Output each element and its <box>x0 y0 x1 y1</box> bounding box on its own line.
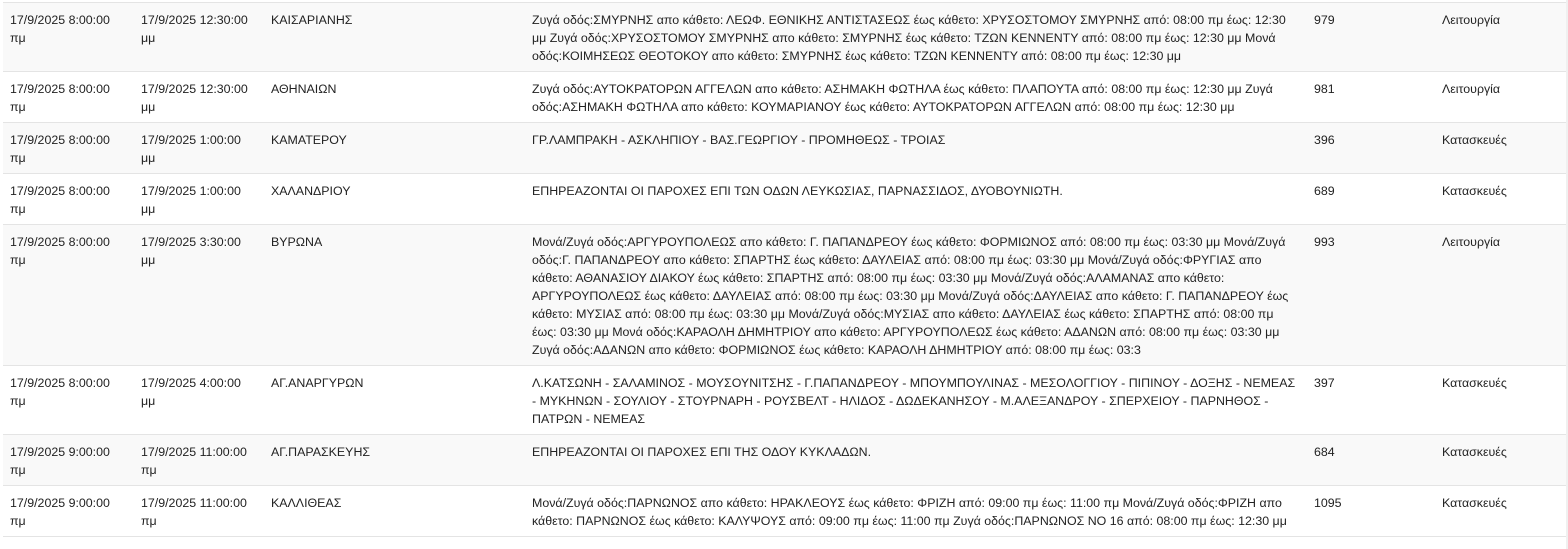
reason-cell: Κατασκευές <box>1435 486 1566 537</box>
number-cell: 993 <box>1304 225 1435 366</box>
start-time-cell: 17/9/2025 8:00:00 πμ <box>3 225 134 366</box>
reason-cell: Λειτουργία <box>1435 3 1566 72</box>
affected-areas-cell: ΓΡ.ΛΑΜΠΡΑΚΗ - ΑΣΚΛΗΠΙΟΥ - ΒΑΣ.ΓΕΩΡΓΙΟΥ - ΠΡΟΜΗΘΕΩΣ - ΤΡΟΙΑΣ <box>525 123 1304 174</box>
end-time-cell: 17/9/2025 12:30:00 μμ <box>134 3 264 72</box>
table-row <box>3 72 1566 123</box>
end-time-cell: 17/9/2025 1:00:00 μμ <box>134 123 264 174</box>
municipality-cell: ΧΑΛΑΝΔΡΙΟΥ <box>264 174 525 225</box>
table-row <box>3 486 1566 537</box>
reason-cell: Κατασκευές <box>1435 366 1566 435</box>
number-cell: 396 <box>1304 123 1435 174</box>
municipality-cell: ΚΑΛΛΙΘΕΑΣ <box>264 486 525 537</box>
municipality-cell: ΑΘΗΝΑΙΩΝ <box>264 72 525 123</box>
municipality-cell: ΒΥΡΩΝΑ <box>264 225 525 366</box>
end-time-cell: 17/9/2025 3:30:00 μμ <box>134 225 264 366</box>
outage-table <box>3 2 1566 537</box>
end-time-cell: 17/9/2025 12:30:00 μμ <box>134 72 264 123</box>
number-cell: 979 <box>1304 3 1435 72</box>
municipality-cell: ΚΑΜΑΤΕΡΟΥ <box>264 123 525 174</box>
table-row <box>3 366 1566 435</box>
end-time-cell: 17/9/2025 4:00:00 μμ <box>134 366 264 435</box>
table-row <box>3 225 1566 366</box>
number-cell: 689 <box>1304 174 1435 225</box>
end-time-cell: 17/9/2025 11:00:00 πμ <box>134 486 264 537</box>
reason-cell: Κατασκευές <box>1435 435 1566 486</box>
start-time-cell: 17/9/2025 8:00:00 πμ <box>3 366 134 435</box>
affected-areas-cell: ΕΠΗΡΕΑΖΟΝΤΑΙ ΟΙ ΠΑΡΟΧΕΣ ΕΠΙ ΤΩΝ ΟΔΩΝ ΛΕΥΚΩΣΙΑΣ, ΠΑΡΝΑΣΣΙΔΟΣ, ΔΥΟΒΟΥΝΙΩΤΗ. <box>525 174 1304 225</box>
table-row <box>3 174 1566 225</box>
end-time-cell: 17/9/2025 11:00:00 πμ <box>134 435 264 486</box>
start-time-cell: 17/9/2025 9:00:00 πμ <box>3 486 134 537</box>
start-time-cell: 17/9/2025 8:00:00 πμ <box>3 3 134 72</box>
affected-areas-cell: ΕΠΗΡΕΑΖΟΝΤΑΙ ΟΙ ΠΑΡΟΧΕΣ ΕΠΙ ΤΗΣ ΟΔΟΥ ΚΥΚΛΑΔΩΝ. <box>525 435 1304 486</box>
start-time-cell: 17/9/2025 9:00:00 πμ <box>3 435 134 486</box>
start-time-cell: 17/9/2025 8:00:00 πμ <box>3 72 134 123</box>
number-cell: 981 <box>1304 72 1435 123</box>
affected-areas-cell: Λ.ΚΑΤΣΩΝΗ - ΣΑΛΑΜΙΝΟΣ - ΜΟΥΣΟΥΝΙΤΣΗΣ - Γ.ΠΑΠΑΝΔΡΕΟΥ - ΜΠΟΥΜΠΟΥΛΙΝΑΣ - ΜΕΣΟΛΟΓΓΙΟΥ - ΠΙΠΙΝΟΥ - ΔΟΞΗΣ - ΝΕΜΕΑΣ - ΜΥΚΗΝΩΝ - ΣΟΥΛΙΟΥ - ΣΤΟΥΡΝΑΡΗ - ΡΟΥΣΒΕΛΤ - ΗΛΙΔΟΣ - ΔΩΔΕΚΑΝΗΣΟΥ - Μ.ΑΛΕΞΑΝΔΡΟΥ - ΣΠΕΡΧΕΙΟΥ - ΠΑΡΝΗΘΟΣ - ΠΑΤΡΩΝ - ΝΕΜΕΑΣ <box>525 366 1304 435</box>
table-row <box>3 435 1566 486</box>
table-row <box>3 123 1566 174</box>
start-time-cell: 17/9/2025 8:00:00 πμ <box>3 123 134 174</box>
reason-cell: Λειτουργία <box>1435 225 1566 366</box>
municipality-cell: ΑΓ.ΑΝΑΡΓΥΡΩΝ <box>264 366 525 435</box>
reason-cell: Κατασκευές <box>1435 123 1566 174</box>
reason-cell: Κατασκευές <box>1435 174 1566 225</box>
end-time-cell: 17/9/2025 1:00:00 μμ <box>134 174 264 225</box>
affected-areas-cell: Ζυγά οδός:ΑΥΤΟΚΡΑΤΟΡΩΝ ΑΓΓΕΛΩΝ απο κάθετο: ΑΣΗΜΑΚΗ ΦΩΤΗΛΑ έως κάθετο: ΠΛΑΠΟΥΤΑ από: 08:00 πμ έως: 12:30 μμ Ζυγά οδός:ΑΣΗΜΑΚΗ ΦΩΤΗΛΑ απο κάθετο: ΚΟΥΜΑΡΙΑΝΟΥ έως κάθετο: ΑΥΤΟΚΡΑΤΟΡΩΝ ΑΓΓΕΛΩΝ από: 08:00 πμ έως: 12:30 μμ <box>525 72 1304 123</box>
number-cell: 1095 <box>1304 486 1435 537</box>
affected-areas-cell: Μονά/Ζυγά οδός:ΑΡΓΥΡΟΥΠΟΛΕΩΣ απο κάθετο: Γ. ΠΑΠΑΝΔΡΕΟΥ έως κάθετο: ΦΟΡΜΙΩΝΟΣ από: 08:00 πμ έως: 03:30 μμ Μονά/Ζυγά οδός:Γ. ΠΑΠΑΝΔΡΕΟΥ απο κάθετο: ΣΠΑΡΤΗΣ έως κάθετο: ΔΑΥΛΕΙΑΣ από: 08:00 πμ έως: 03:30 μμ Μονά/Ζυγά οδός:ΦΡΥΓΙΑΣ απο κάθετο: ΑΘΑΝΑΣΙΟΥ ΔΙΑΚΟΥ έως κάθετο: ΣΠΑΡΤΗΣ από: 08:00 πμ έως: 03:30 μμ Μονά/Ζυγά οδός:ΑΛΑΜΑΝΑΣ απο κάθετο: ΑΡΓΥΡΟΥΠΟΛΕΩΣ έως κάθετο: ΔΑΥΛΕΙΑΣ από: 08:00 πμ έως: 03:30 μμ Μονά/Ζυγά οδός:ΔΑΥΛΕΙΑΣ απο κάθετο: Γ. ΠΑΠΑΝΔΡΕΟΥ έως κάθετο: ΜΥΣΙΑΣ από: 08:00 πμ έως: 03:30 μμ Μονά/Ζυγά οδός:ΜΥΣΙΑΣ απο κάθετο: ΔΑΥΛΕΙΑΣ έως κάθετο: ΣΠΑΡΤΗΣ από: 08:00 πμ έως: 03:30 μμ Μονά οδός:ΚΑΡΑΟΛΗ ΔΗΜΗΤΡΙΟΥ απο κάθετο: ΑΡΓΥΡΟΥΠΟΛΕΩΣ έως κάθετο: ΑΔΑΝΩΝ από: 08:00 πμ έως: 03:30 μμ Ζυγά οδός:ΑΔΑΝΩΝ απο κάθετο: ΦΟΡΜΙΩΝΟΣ έως κάθετο: ΚΑΡΑΟΛΗ ΔΗΜΗΤΡΙΟΥ από: 08:00 πμ έως: 03:3 <box>525 225 1304 366</box>
affected-areas-cell: Μονά/Ζυγά οδός:ΠΑΡΝΩΝΟΣ απο κάθετο: ΗΡΑΚΛΕΟΥΣ έως κάθετο: ΦΡΙΖΗ από: 09:00 πμ έως: 11:00 πμ Μονά/Ζυγά οδός:ΦΡΙΖΗ απο κάθετο: ΠΑΡΝΩΝΟΣ έως κάθετο: ΚΑΛΥΨΟΥΣ από: 09:00 πμ έως: 11:00 πμ Ζυγά οδός:ΠΑΡΝΩΝΟΣ ΝΟ 16 από: 08:00 πμ έως: 12:30 μμ <box>525 486 1304 537</box>
municipality-cell: ΚΑΙΣΑΡΙΑΝΗΣ <box>264 3 525 72</box>
table-row <box>3 3 1566 72</box>
start-time-cell: 17/9/2025 8:00:00 πμ <box>3 174 134 225</box>
number-cell: 397 <box>1304 366 1435 435</box>
number-cell: 684 <box>1304 435 1435 486</box>
municipality-cell: ΑΓ.ΠΑΡΑΣΚΕΥΗΣ <box>264 435 525 486</box>
affected-areas-cell: Ζυγά οδός:ΣΜΥΡΝΗΣ απο κάθετο: ΛΕΩΦ. ΕΘΝΙΚΗΣ ΑΝΤΙΣΤΑΣΕΩΣ έως κάθετο: ΧΡΥΣΟΣΤΟΜΟΥ ΣΜΥΡΝΗΣ από: 08:00 πμ έως: 12:30 μμ Ζυγά οδός:ΧΡΥΣΟΣΤΟΜΟΥ ΣΜΥΡΝΗΣ απο κάθετο: ΣΜΥΡΝΗΣ έως κάθετο: ΤΖΩΝ ΚΕΝΝΕΝΤΥ από: 08:00 πμ έως: 12:30 μμ Μονά οδός:ΚΟΙΜΗΣΕΩΣ ΘΕΟΤΟΚΟΥ απο κάθετο: ΣΜΥΡΝΗΣ έως κάθετο: ΤΖΩΝ ΚΕΝΝΕΝΤΥ από: 08:00 πμ έως: 12:30 μμ <box>525 3 1304 72</box>
outage-table-body <box>3 3 1566 537</box>
reason-cell: Λειτουργία <box>1435 72 1566 123</box>
